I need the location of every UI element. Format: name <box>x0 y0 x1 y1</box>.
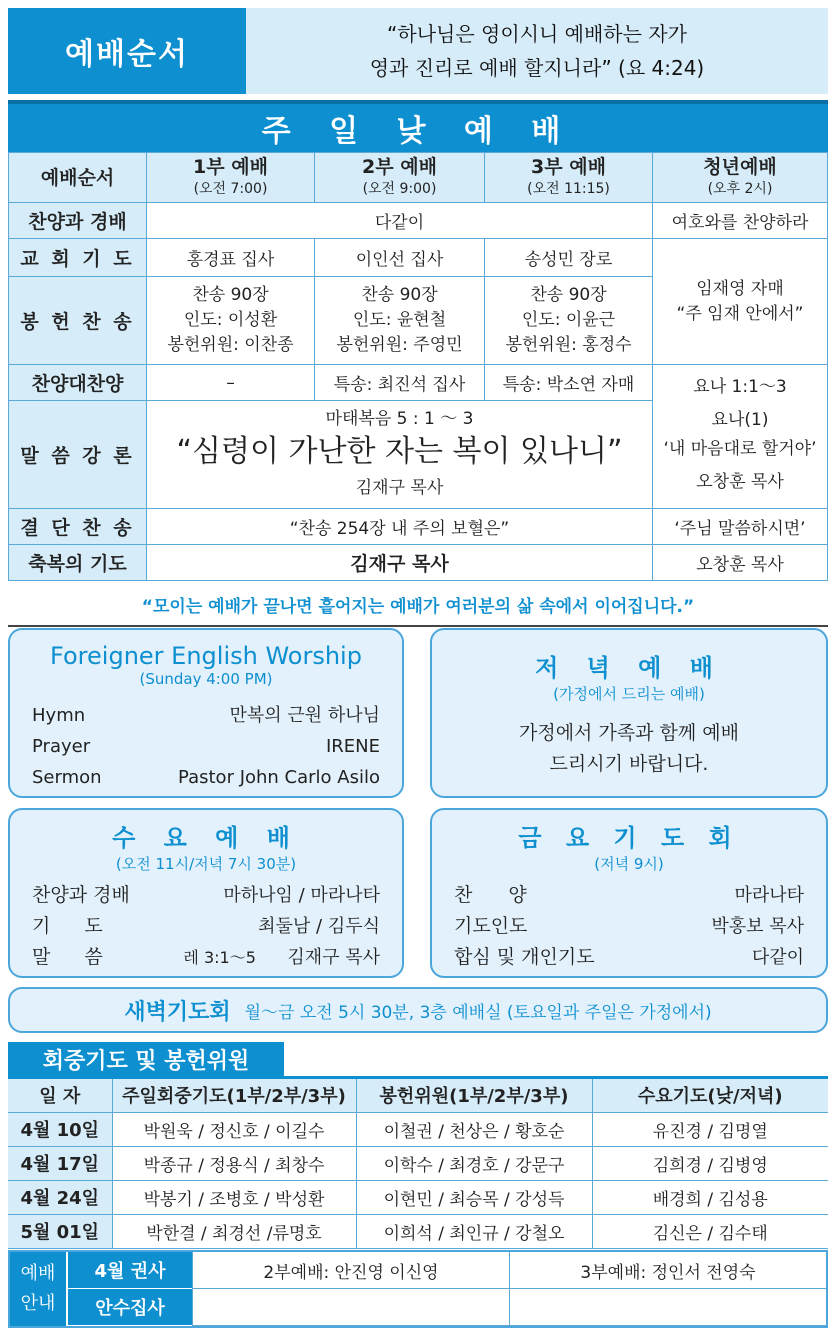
item-passage: 레 3:1～5 <box>183 948 256 967</box>
row-label-benediction: 축복의 기도 <box>9 545 147 581</box>
list-item <box>32 731 380 762</box>
offering-youth <box>653 239 828 365</box>
english-worship-time: (Sunday 4:00 PM) <box>139 670 273 688</box>
dawn-prayer-banner <box>8 987 828 1033</box>
column-header-youth <box>653 153 828 203</box>
offering-1 <box>147 277 315 365</box>
prayer-2: 이인선 집사 <box>315 239 485 277</box>
row-label-choir: 찬양대찬양 <box>9 365 147 401</box>
verse-line-2: 영과 진리로 예배 할지니라” (요 4:24) <box>369 56 705 80</box>
guide-label-deacon: 안수집사 <box>68 1289 192 1326</box>
item-key: 합심 및 개인기도 <box>454 946 595 968</box>
evening-worship-box <box>430 628 828 798</box>
roster-date: 4월 17일 <box>8 1146 112 1180</box>
row-label-praise: 찬양과 경배 <box>9 203 147 239</box>
row-label-sermon: 말 씀 강 론 <box>9 401 147 509</box>
worship-guide-box <box>8 1250 828 1328</box>
sunday-service-table <box>8 152 828 581</box>
worship-guide-cells <box>192 1252 826 1326</box>
hymn-youth: ‘주님 말씀하시면’ <box>653 509 828 545</box>
roster-table <box>8 1079 828 1249</box>
offering-line: 봉헌위원: 홍정수 <box>505 335 632 355</box>
offering-line: 찬송 90장 <box>530 285 607 305</box>
guide-cell-empty <box>509 1289 826 1326</box>
row-label-hymn: 결 단 찬 송 <box>9 509 147 545</box>
side-label-line: 예배 <box>20 1263 56 1284</box>
verse-line-1: “하나님은 영이시니 예배하는 자가 <box>387 22 687 46</box>
offering-line: 봉헌위원: 주영민 <box>336 335 463 355</box>
item-key: 찬 양 <box>454 884 527 906</box>
roster-header-sunday-prayer: 주일회중기도(1부/2부/3부) <box>112 1079 356 1112</box>
guide-cell-2nd-service: 2부예배: 안진영 이신영 <box>192 1252 509 1289</box>
roster-cell: 이현민 / 최승목 / 강성득 <box>356 1180 592 1214</box>
sermon-title: “심령이 가난한 자는 복이 있나니” <box>176 433 623 469</box>
item-key: 기도인도 <box>454 915 528 937</box>
benediction-all: 김재구 목사 <box>147 545 653 581</box>
list-item <box>32 942 380 973</box>
row-label-offering: 봉 헌 찬 송 <box>9 277 147 365</box>
youth-line: 요나 1:1～3 <box>693 377 787 397</box>
list-item <box>32 911 380 942</box>
dawn-prayer-title: 새벽기도회 <box>124 999 231 1025</box>
wednesday-worship-title: 수 요 예 배 <box>112 824 300 852</box>
choir-3: 특송: 박소연 자매 <box>485 365 653 401</box>
offering-line: 봉헌위원: 이찬종 <box>167 335 294 355</box>
dawn-prayer-text: 월～금 오전 5시 30분, 3층 예배실 (토요일과 주일은 가정에서) <box>244 1002 712 1023</box>
row-label-prayer: 교 회 기 도 <box>9 239 147 277</box>
evening-line: 가정에서 가족과 함께 예배 <box>518 722 739 744</box>
roster-cell: 김신은 / 김수태 <box>592 1214 828 1248</box>
sermon-preacher: 김재구 목사 <box>355 477 444 498</box>
column-header-3 <box>485 153 653 203</box>
header-verse <box>246 8 828 94</box>
list-item <box>32 762 380 793</box>
table-row <box>8 1146 828 1180</box>
youth-line: 임재영 자매 <box>696 278 784 299</box>
offering-2 <box>315 277 485 365</box>
friday-prayer-time: (저녁 9시) <box>594 855 664 873</box>
youth-line: 요나(1) <box>711 410 769 430</box>
header <box>8 8 828 94</box>
item-value: 만복의 근원 하나님 <box>229 705 380 726</box>
item-value: 마하나임 / 마라나타 <box>223 885 380 906</box>
item-value: 최둘남 / 김두식 <box>258 916 380 937</box>
worship-guide-labels <box>66 1252 192 1326</box>
evening-line: 드리시기 바랍니다. <box>549 753 709 775</box>
evening-worship-text <box>432 718 826 780</box>
roster-cell: 박종규 / 정용식 / 최창수 <box>112 1146 356 1180</box>
offering-line: 찬송 90장 <box>361 285 438 305</box>
sermon-main <box>147 401 653 509</box>
praise-youth: 여호와를 찬양하라 <box>653 203 828 239</box>
friday-prayer-title: 금 요 기 도 회 <box>518 824 740 852</box>
column-name: 청년예배 <box>703 155 777 178</box>
roster-header-wednesday: 수요기도(낮/저녁) <box>592 1079 828 1112</box>
column-name: 1부 예배 <box>193 155 268 178</box>
guide-label-deaconess: 4월 권사 <box>68 1252 192 1289</box>
offering-line: 찬송 90장 <box>192 285 269 305</box>
roster-cell: 배경희 / 김성용 <box>592 1180 828 1214</box>
roster-cell: 박한결 / 최경선 /류명호 <box>112 1214 356 1248</box>
item-key: Prayer <box>32 736 91 757</box>
choir-2: 특송: 최진석 집사 <box>315 365 485 401</box>
offering-line: 인도: 윤현철 <box>352 310 447 330</box>
benediction-youth: 오창훈 목사 <box>653 545 828 581</box>
column-name: 2부 예배 <box>362 155 437 178</box>
column-time: (오전 9:00) <box>362 180 437 197</box>
friday-prayer-box <box>430 808 828 978</box>
item-value: 마라나타 <box>734 885 804 906</box>
worship-guide-side-label <box>10 1252 66 1326</box>
roster-cell: 박봉기 / 조병호 / 박성환 <box>112 1180 356 1214</box>
offering-3 <box>485 277 653 365</box>
roster-date: 4월 24일 <box>8 1180 112 1214</box>
guide-cell-3rd-service: 3부예배: 정인서 전영숙 <box>509 1252 826 1289</box>
item-key: Hymn <box>32 705 86 726</box>
roster-date: 5월 01일 <box>8 1214 112 1248</box>
english-worship-items <box>32 700 380 793</box>
column-header-1 <box>147 153 315 203</box>
list-item <box>32 880 380 911</box>
item-value: 김재구 목사 <box>287 947 380 968</box>
prayer-3: 송성민 장로 <box>485 239 653 277</box>
column-time: (오전 11:15) <box>527 180 610 197</box>
closing-quote: “모이는 예배가 끝나면 흩어지는 예배가 여러분의 삶 속에서 이어집니다.” <box>8 592 828 627</box>
table-row <box>8 1214 828 1248</box>
item-value: IRENE <box>325 736 380 757</box>
guide-cell-empty <box>192 1289 509 1326</box>
english-worship-box <box>8 628 404 798</box>
roster-cell: 김희경 / 김병영 <box>592 1146 828 1180</box>
roster-cell: 이철권 / 천상은 / 황호순 <box>356 1112 592 1146</box>
offering-line: 인도: 이성환 <box>183 310 278 330</box>
roster-header-offering: 봉헌위원(1부/2부/3부) <box>356 1079 592 1112</box>
column-time: (오후 2시) <box>707 180 773 197</box>
choir-1: – <box>147 365 315 401</box>
item-key: Sermon <box>32 767 102 788</box>
table-row <box>8 1180 828 1214</box>
item-key: 말 씀 <box>32 946 103 968</box>
evening-worship-sub: (가정에서 드리는 예배) <box>553 685 705 703</box>
offering-line: 인도: 이윤근 <box>521 310 616 330</box>
wednesday-worship-time: (오전 11시/저녁 7시 30분) <box>115 855 297 873</box>
roster-cell: 박원욱 / 정신호 / 이길수 <box>112 1112 356 1146</box>
list-item <box>454 880 804 911</box>
wednesday-worship-items <box>32 880 380 973</box>
roster-header-date: 일 자 <box>8 1079 112 1112</box>
side-label-line: 안내 <box>20 1293 56 1314</box>
item-value: Pastor John Carlo Asilo <box>178 767 380 788</box>
youth-line: ‘내 마음대로 할거야’ <box>663 439 817 459</box>
item-key: 기 도 <box>32 915 103 937</box>
wednesday-worship-box <box>8 808 404 978</box>
item-key: 찬양과 경배 <box>32 884 130 906</box>
table-corner: 예배순서 <box>9 153 147 203</box>
hymn-all: “찬송 254장 내 주의 보혈은” <box>147 509 653 545</box>
roster-title: 회중기도 및 봉헌위원 <box>8 1042 284 1076</box>
list-item <box>454 911 804 942</box>
item-value: 다같이 <box>751 947 804 968</box>
roster-cell: 유진경 / 김명열 <box>592 1112 828 1146</box>
youth-line: “주 임재 안에서” <box>676 303 804 324</box>
roster-date: 4월 10일 <box>8 1112 112 1146</box>
sermon-passage: 마태복음 5 : 1 ～ 3 <box>325 408 474 429</box>
item-value: 박홍보 목사 <box>711 916 804 937</box>
column-name: 3부 예배 <box>531 155 606 178</box>
roster-cell: 이희석 / 최인규 / 강철오 <box>356 1214 592 1248</box>
youth-line: 오창훈 목사 <box>696 472 784 492</box>
header-label: 예배순서 <box>8 8 246 94</box>
sunday-service-title: 주 일 낮 예 배 <box>8 100 828 152</box>
roster-cell: 이학수 / 최경호 / 강문구 <box>356 1146 592 1180</box>
list-item <box>32 700 380 731</box>
praise-all: 다같이 <box>147 203 653 239</box>
friday-prayer-items <box>454 880 804 973</box>
list-item <box>454 942 804 973</box>
prayer-1: 홍경표 집사 <box>147 239 315 277</box>
column-header-2 <box>315 153 485 203</box>
table-row <box>8 1112 828 1146</box>
english-worship-title: Foreigner English Worship <box>50 642 362 670</box>
evening-worship-title: 저 녁 예 배 <box>535 654 723 682</box>
column-time: (오전 7:00) <box>193 180 268 197</box>
sermon-youth <box>653 365 828 509</box>
